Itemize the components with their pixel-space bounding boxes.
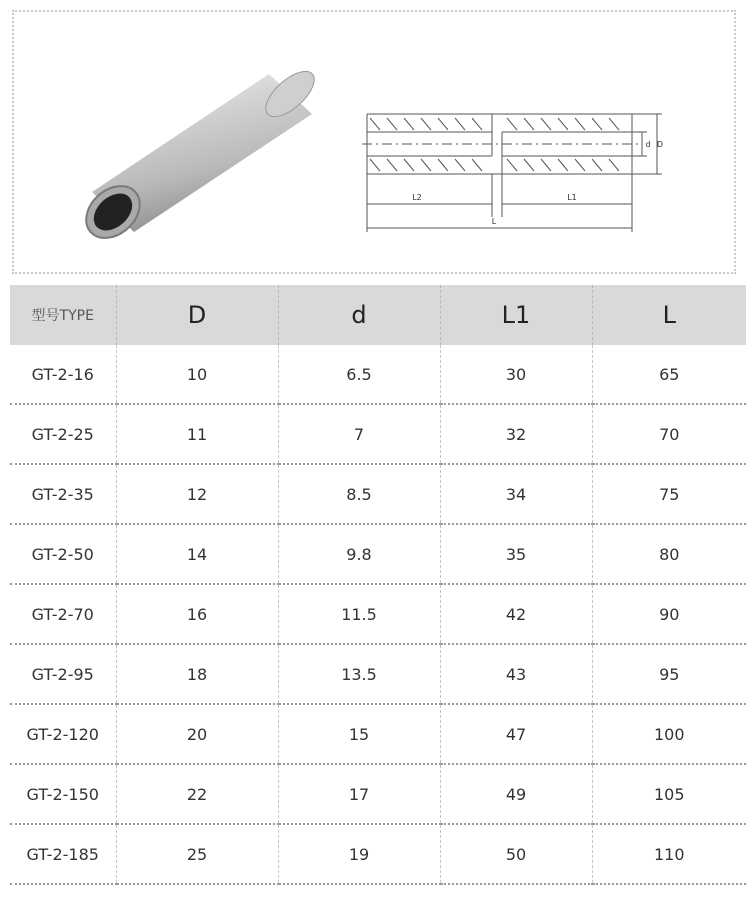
cell-length: 65 bbox=[592, 345, 746, 404]
cell-inner-diameter: 9.8 bbox=[278, 524, 440, 584]
specification-table bbox=[10, 285, 746, 885]
table-row bbox=[10, 404, 746, 464]
product-image-panel bbox=[12, 10, 736, 274]
cell-inner-diameter: 11.5 bbox=[278, 584, 440, 644]
cell-type: GT-2-25 bbox=[10, 404, 116, 464]
cell-outer-diameter: 20 bbox=[116, 704, 278, 764]
cell-length: 75 bbox=[592, 464, 746, 524]
tube-dimension-drawing bbox=[362, 102, 662, 242]
cell-inner-diameter: 6.5 bbox=[278, 345, 440, 404]
cell-outer-diameter: 16 bbox=[116, 584, 278, 644]
table-row bbox=[10, 524, 746, 584]
table-row bbox=[10, 584, 746, 644]
label-l2: L2 bbox=[412, 193, 422, 202]
cell-outer-diameter: 25 bbox=[116, 824, 278, 884]
cell-inner-diameter: 19 bbox=[278, 824, 440, 884]
table-header-row bbox=[10, 285, 746, 345]
table-row bbox=[10, 764, 746, 824]
cell-type: GT-2-35 bbox=[10, 464, 116, 524]
cell-type: GT-2-95 bbox=[10, 644, 116, 704]
cell-outer-diameter: 12 bbox=[116, 464, 278, 524]
cell-l1: 43 bbox=[440, 644, 592, 704]
label-l1: L1 bbox=[567, 193, 577, 202]
cell-type: GT-2-150 bbox=[10, 764, 116, 824]
cell-length: 110 bbox=[592, 824, 746, 884]
header-type: 型号TYPE bbox=[10, 285, 116, 345]
table-row bbox=[10, 644, 746, 704]
cell-length: 90 bbox=[592, 584, 746, 644]
label-outer-diameter: D bbox=[656, 140, 664, 149]
header-outer-diameter: D bbox=[116, 285, 278, 345]
cell-l1: 42 bbox=[440, 584, 592, 644]
cell-type: GT-2-185 bbox=[10, 824, 116, 884]
cell-l1: 50 bbox=[440, 824, 592, 884]
cell-l1: 47 bbox=[440, 704, 592, 764]
cell-length: 105 bbox=[592, 764, 746, 824]
cell-inner-diameter: 15 bbox=[278, 704, 440, 764]
cell-length: 70 bbox=[592, 404, 746, 464]
cell-outer-diameter: 14 bbox=[116, 524, 278, 584]
table-row bbox=[10, 464, 746, 524]
cell-outer-diameter: 11 bbox=[116, 404, 278, 464]
cell-l1: 32 bbox=[440, 404, 592, 464]
cell-outer-diameter: 10 bbox=[116, 345, 278, 404]
cell-inner-diameter: 13.5 bbox=[278, 644, 440, 704]
cell-type: GT-2-120 bbox=[10, 704, 116, 764]
cell-length: 100 bbox=[592, 704, 746, 764]
cell-l1: 49 bbox=[440, 764, 592, 824]
cell-inner-diameter: 7 bbox=[278, 404, 440, 464]
header-inner-diameter: d bbox=[278, 285, 440, 345]
cell-type: GT-2-70 bbox=[10, 584, 116, 644]
header-l1: L1 bbox=[440, 285, 592, 345]
cell-inner-diameter: 8.5 bbox=[278, 464, 440, 524]
cell-type: GT-2-50 bbox=[10, 524, 116, 584]
table-row bbox=[10, 824, 746, 884]
cell-l1: 35 bbox=[440, 524, 592, 584]
cell-type: GT-2-16 bbox=[10, 345, 116, 404]
table-row bbox=[10, 704, 746, 764]
cell-l1: 34 bbox=[440, 464, 592, 524]
cell-outer-diameter: 18 bbox=[116, 644, 278, 704]
cell-outer-diameter: 22 bbox=[116, 764, 278, 824]
cell-l1: 30 bbox=[440, 345, 592, 404]
label-total-length: L bbox=[491, 217, 497, 226]
cell-inner-diameter: 17 bbox=[278, 764, 440, 824]
header-length: L bbox=[592, 285, 746, 345]
aluminum-tube-photo bbox=[74, 62, 324, 262]
label-inner-diameter: d bbox=[645, 140, 651, 149]
table-row bbox=[10, 345, 746, 404]
cell-length: 80 bbox=[592, 524, 746, 584]
cell-length: 95 bbox=[592, 644, 746, 704]
